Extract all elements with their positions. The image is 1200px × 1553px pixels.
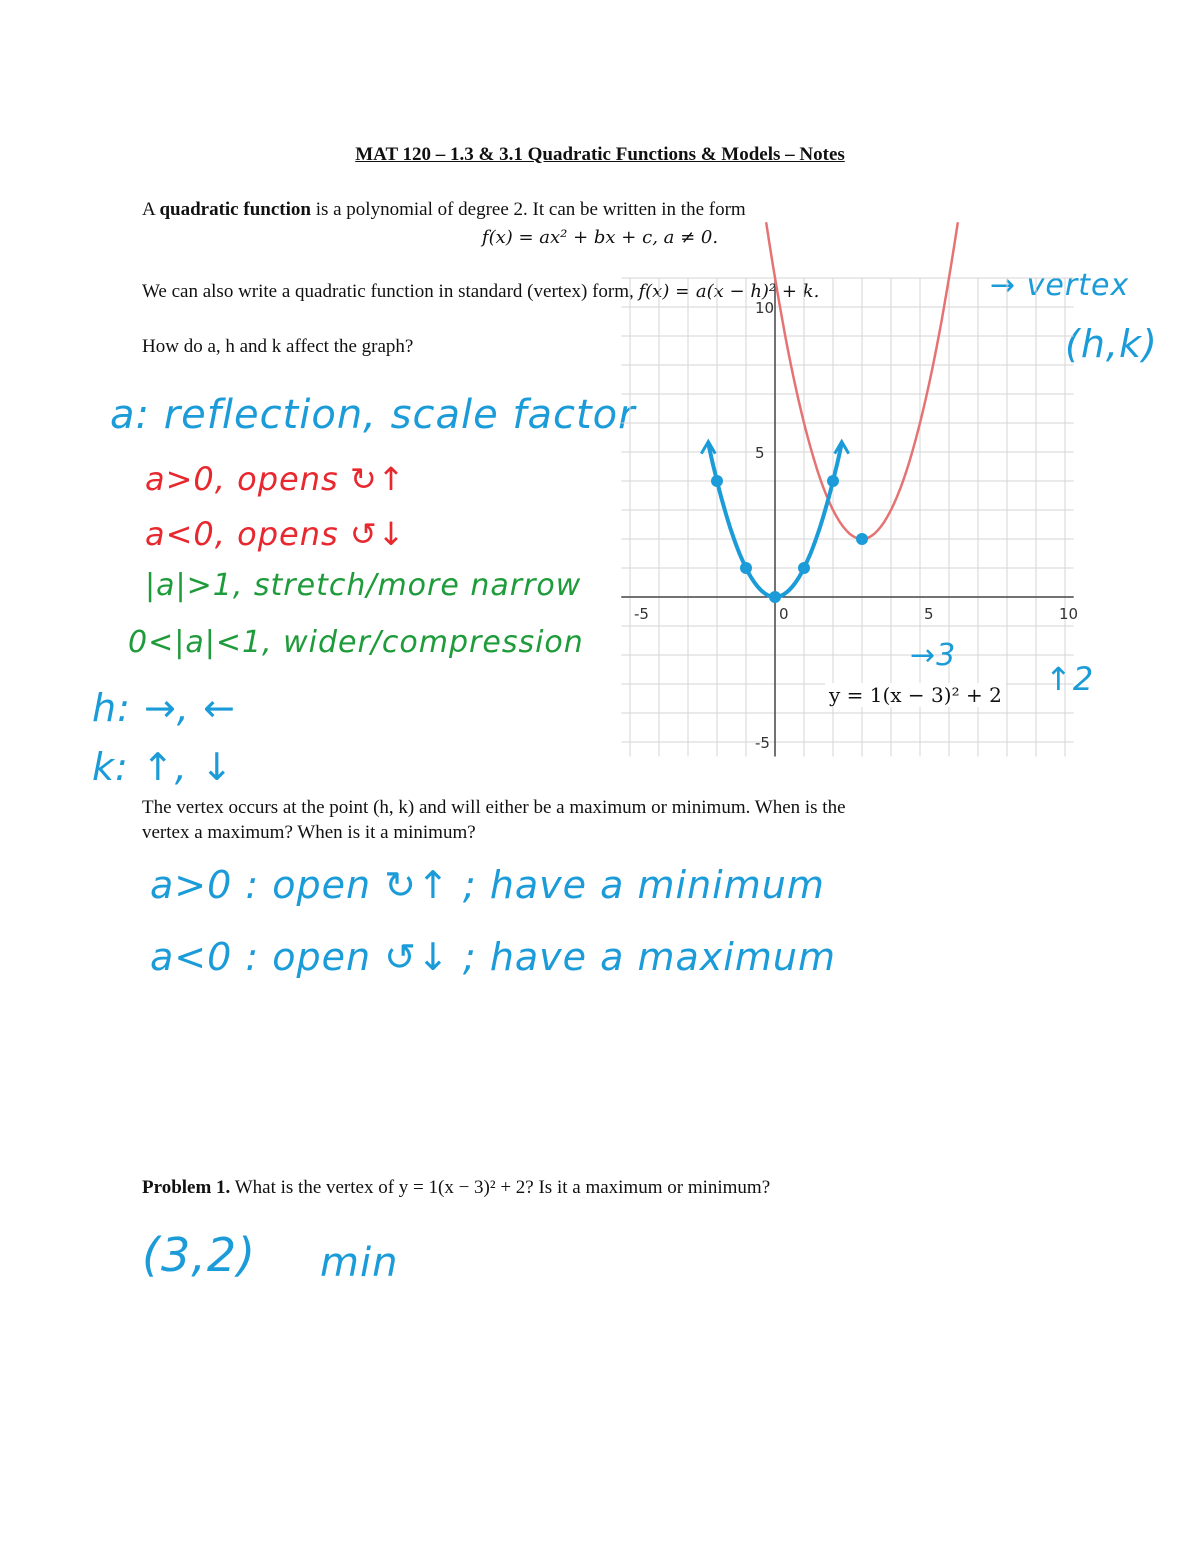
handwritten-vertex-arrow: → vertex (990, 268, 1130, 303)
plotted-point (856, 533, 868, 545)
problem-1-text: What is the vertex of y = 1(x − 3)² + 2? Is it a maximum or minimum? (230, 1177, 771, 1198)
y-tick-label: 10 (755, 299, 775, 317)
x-tick-label: 10 (1059, 605, 1079, 623)
graph-question: How do a, h and k affect the graph? (142, 336, 414, 357)
vertex-question-line1: The vertex occurs at the point (h, k) and will either be a maximum or minimum. When is the (142, 797, 846, 818)
handwritten-maximum-rule: a<0 : open ↺↓ ; have a maximum (150, 935, 836, 979)
intro-text (142, 199, 746, 221)
handwritten-abs-less-1: 0<|a|<1, wider/compression (128, 625, 584, 660)
handwritten-a-negative: a<0, opens ↺↓ (145, 515, 406, 553)
y-tick-label: 5 (755, 444, 765, 462)
graph-curves (701, 223, 957, 597)
page-title: MAT 120 – 1.3 & 3.1 Quadratic Functions & Models – Notes (355, 144, 845, 165)
x-tick-label: -5 (634, 605, 649, 623)
general-formula: f(x) = ax² + bx + c, a ≠ 0. (481, 227, 719, 248)
plotted-point (769, 591, 781, 603)
intro-suffix: is a polynomial of degree 2. It can be written in the form (310, 199, 746, 220)
handwritten-k-meaning: k: ↑, ↓ (92, 745, 234, 789)
plotted-point (740, 562, 752, 574)
vertex-form-formula: f(x) = a(x − h)² + k. (638, 281, 820, 302)
problem-1-label: Problem 1. (142, 1177, 231, 1198)
handwritten-hk: (h,k) (1065, 322, 1158, 366)
intro-term: quadratic function (159, 199, 311, 220)
graph-equation-label: y = 1(x − 3)² + 2 (825, 683, 1006, 707)
handwritten-a-positive: a>0, opens ↻↑ (145, 460, 406, 498)
intro-prefix: A (142, 199, 160, 220)
handwritten-answer-min: min (320, 1240, 399, 1286)
problem-1 (142, 1177, 770, 1199)
handwritten-up-2: ↑2 (1045, 660, 1095, 698)
vertex-question-line2: vertex a maximum? When is it a minimum? (142, 822, 476, 843)
handwritten-a-meaning: a: reflection, scale factor (110, 392, 636, 438)
y-tick-label: -5 (755, 734, 770, 752)
x-tick-label: 5 (924, 605, 934, 623)
vertex-form-sentence: We can also write a quadratic function in standard (vertex) form, (142, 281, 639, 302)
handwritten-abs-greater-1: |a|>1, stretch/more narrow (145, 568, 582, 603)
handwritten-answer-vertex: (3,2) (142, 1228, 257, 1282)
handwritten-minimum-rule: a>0 : open ↻↑ ; have a minimum (150, 863, 825, 907)
plotted-point (711, 475, 723, 487)
x-tick-label: 0 (779, 605, 789, 623)
plotted-point (798, 562, 810, 574)
handwritten-shift-3: →3 (910, 638, 957, 673)
vertex-form-text (142, 281, 819, 303)
handwritten-h-meaning: h: →, ← (92, 686, 236, 730)
plotted-point (827, 475, 839, 487)
